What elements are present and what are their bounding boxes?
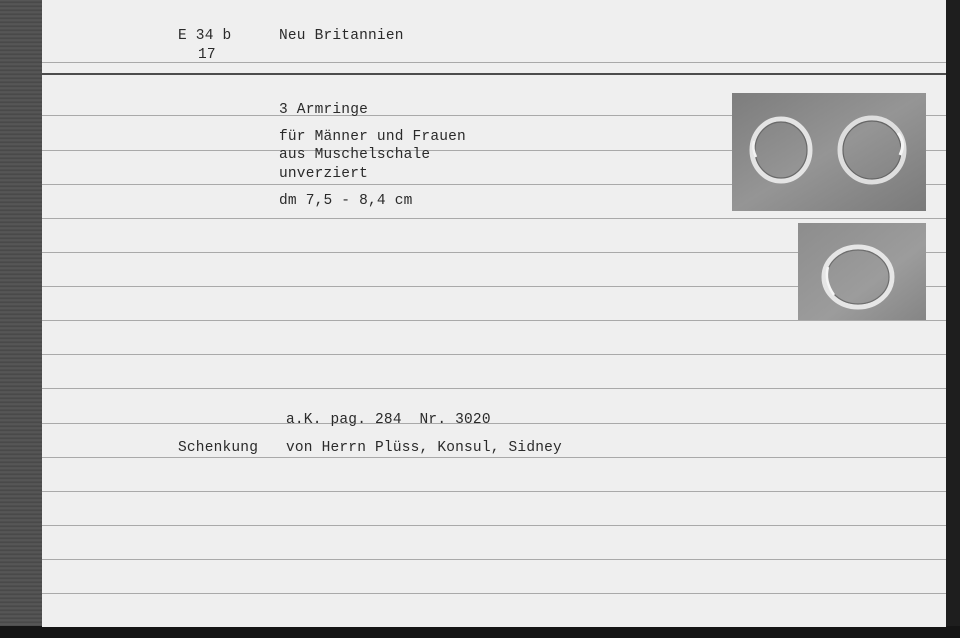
card-rule: [42, 423, 946, 424]
scanner-left-edge: [0, 0, 42, 638]
object-title: 3 Armringe: [279, 102, 369, 118]
card-rule: [42, 388, 946, 389]
card-rule: [42, 218, 946, 219]
scanner-right-edge: [946, 0, 960, 638]
acquisition-type: Schenkung: [178, 440, 259, 456]
description-line: unverziert: [279, 166, 369, 182]
dimensions: dm 7,5 - 8,4 cm: [279, 193, 413, 209]
catalog-card: [42, 0, 946, 627]
sub-number: 17: [198, 47, 216, 63]
scanner-bottom-edge: [0, 626, 960, 638]
card-rule: [42, 491, 946, 492]
armring-photo-single: [798, 223, 926, 320]
description-line: aus Muschelschale: [279, 147, 431, 163]
card-rule: [42, 320, 946, 321]
donor-line: von Herrn Plüss, Konsul, Sidney: [286, 440, 562, 456]
card-rule: [42, 354, 946, 355]
catalog-reference: a.K. pag. 284 Nr. 3020: [286, 412, 491, 428]
region-label: Neu Britannien: [279, 28, 404, 44]
header-divider: [42, 73, 946, 75]
card-rule: [42, 525, 946, 526]
card-rule: [42, 62, 946, 63]
description-line: für Männer und Frauen: [279, 129, 466, 145]
armring-single-image: [798, 223, 926, 320]
card-rule: [42, 593, 946, 594]
card-rule: [42, 457, 946, 458]
armring-photo-pair: [732, 93, 926, 211]
inventory-number: E 34 b: [178, 28, 232, 44]
card-rule: [42, 559, 946, 560]
armring-pair-image: [732, 93, 926, 211]
